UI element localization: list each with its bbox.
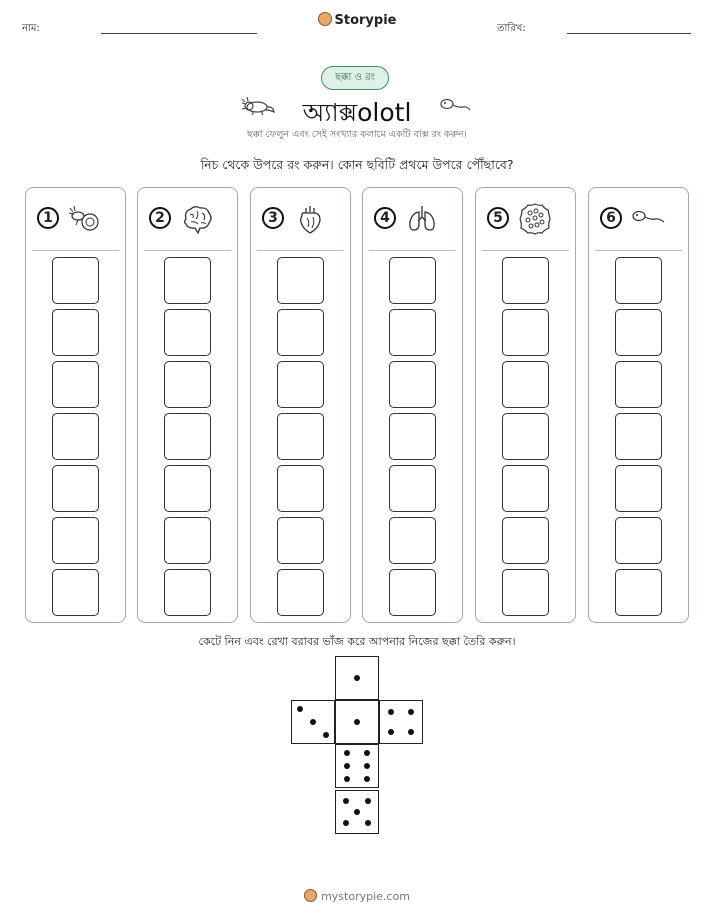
die-pip [388,729,394,735]
die-pip [364,763,370,769]
column-divider [257,250,344,251]
color-box[interactable] [52,517,99,564]
color-box[interactable] [615,465,662,512]
color-box[interactable] [502,517,549,564]
tadpole-title-icon [439,96,471,116]
color-box[interactable] [277,257,324,304]
lungs-icon [405,202,439,236]
name-line[interactable] [101,33,257,34]
brain-icon [180,202,214,236]
color-box[interactable] [277,361,324,408]
die-face-below-center [335,744,379,788]
subtitle: ছক্কা ফেলুন এবং সেই সংখ্যার কলামে একটি বাক্স রং করুন। [247,129,467,140]
brand-logo [0,12,714,28]
color-box[interactable] [502,465,549,512]
color-box[interactable] [502,257,549,304]
color-box[interactable] [164,361,211,408]
die-face-right [379,700,423,744]
die-pip [364,776,370,782]
color-box[interactable] [277,413,324,460]
die-pip [323,732,329,738]
die-face-top [335,656,379,700]
color-box[interactable] [389,361,436,408]
die-pip [344,750,350,756]
color-box[interactable] [615,413,662,460]
footer [0,889,714,903]
die-pip [364,750,370,756]
die-pip [354,719,360,725]
color-box[interactable] [164,569,211,616]
color-box[interactable] [52,465,99,512]
die-face-left [291,700,335,744]
column-4 [362,187,463,623]
instruction-text: নিচ থেকে উপরে রং করুন। কোন ছবিটি প্রথমে উপরে পৌঁছাবে? [200,157,514,172]
column-divider [32,250,119,251]
color-box[interactable] [615,569,662,616]
column-2 [137,187,238,623]
die-face-bottom [335,790,379,834]
die-pip [344,763,350,769]
date-line[interactable] [567,33,691,34]
name-label: নাম: [22,23,40,34]
die-pip [310,719,316,725]
column-number: 4 [374,207,396,229]
color-box[interactable] [52,569,99,616]
color-box[interactable] [615,361,662,408]
color-box[interactable] [615,517,662,564]
color-box[interactable] [52,413,99,460]
color-box[interactable] [615,257,662,304]
column-divider [595,250,682,251]
column-divider [482,250,569,251]
color-box[interactable] [164,309,211,356]
column-divider [144,250,231,251]
die-pip [408,729,414,735]
color-box[interactable] [277,517,324,564]
color-box[interactable] [502,413,549,460]
date-label: তারিখ: [497,23,526,34]
tadpole-icon [631,202,665,236]
color-box[interactable] [389,413,436,460]
color-box[interactable] [277,465,324,512]
color-box[interactable] [164,257,211,304]
column-number: 1 [37,207,59,229]
color-box[interactable] [502,309,549,356]
die-pip [365,820,371,826]
die-pip [297,706,303,712]
color-box[interactable] [277,569,324,616]
die-pip [408,709,414,715]
category-badge: ছক্কা ও রং [321,66,389,90]
color-box[interactable] [502,569,549,616]
footer-url[interactable]: mystorypie.com [321,890,410,903]
cut-instruction: কেটে নিন এবং রেখা বরাবর ভাঁজ করে আপনার নিজের ছক্কা তৈরি করুন। [198,635,516,648]
color-box[interactable] [389,517,436,564]
color-box[interactable] [52,257,99,304]
die-pip [354,675,360,681]
column-5 [475,187,576,623]
color-box[interactable] [52,309,99,356]
die-pip [365,798,371,804]
die-pip [388,709,394,715]
die-pip [343,798,349,804]
color-box[interactable] [52,361,99,408]
color-box[interactable] [389,257,436,304]
color-box[interactable] [389,309,436,356]
color-box[interactable] [164,413,211,460]
color-box[interactable] [277,309,324,356]
color-box[interactable] [502,361,549,408]
color-box[interactable] [389,569,436,616]
column-number: 5 [487,207,509,229]
heart-icon [293,202,327,236]
color-box[interactable] [164,517,211,564]
storypie-logo-icon [318,12,332,26]
egg-cluster-icon [518,202,552,236]
color-box[interactable] [389,465,436,512]
column-number: 2 [149,207,171,229]
color-box[interactable] [615,309,662,356]
column-divider [369,250,456,251]
column-6 [588,187,689,623]
die-pip [343,820,349,826]
column-3 [250,187,351,623]
column-1 [25,187,126,623]
brand-name: Storypie [334,13,397,28]
page-title: অ্যাক্সolotl [302,98,412,127]
footer-logo-icon [304,889,317,902]
color-box[interactable] [164,465,211,512]
die-pip [354,809,360,815]
axolotl-icon [68,202,102,236]
die-pip [344,776,350,782]
column-number: 3 [262,207,284,229]
column-number: 6 [600,207,622,229]
die-face-center [335,700,379,744]
